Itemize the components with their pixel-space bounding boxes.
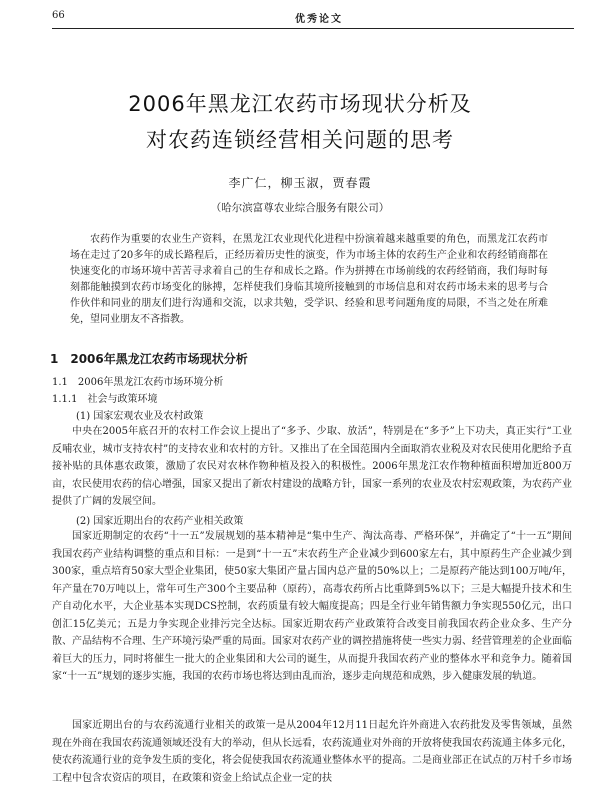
article-title-line-1: 2006年黑龙江农药市场现状分析及 xyxy=(128,92,472,116)
item-heading-1: (1) 国家宏观农业及农村政策 xyxy=(76,411,204,422)
running-header xyxy=(52,10,574,29)
section-heading-1: 1 2006年黑龙江农药市场现状分析 xyxy=(50,352,248,366)
abstract: 农药作为重要的农业生产资料，在黑龙江农业现代化进程中扮演着越来越重要的角色，而黑龙江农药市场在走过了20多年的成长路程后，正经历着历史性的演变，作为市场主体的农药生产企业和农药经销商都在快速变化的市场环境中苦苦寻求着自己的生存和成长之路。作为拼搏在市场前线的农药经销商，我们每时每刻都能触摸到农药市场变化的脉搏，怎样使我们身临其境所接触到的市场信息和对农药市场未来的思考与合作伙伴和同业的朋友们进行沟通和交流，以求共勉，受学识、经验和思考问题角度的局限，不当之处在所难免，望同业朋友不吝指教。 xyxy=(70,234,548,325)
authors: 李广仁，柳玉淑，贾春霞 xyxy=(228,176,372,190)
item-heading-2: (2) 国家近期出台的农药产业相关政策 xyxy=(76,516,244,527)
body-paragraph-3: 国家近期出台的与农药流通行业相关的政策一是从2004年12月11日起允许外商进入农药批发及零售领域，虽然现在外商在我国农药流通领域还没有大的举动，但从长远看，农药流通业对外商的开放将使我国农药流通主体多元化，使农药流通行业的竞争发生质的变化，将会促使我国农药流通业整体水平的提高。二是商业部正在试点的万村千乡市场工程中包含农资店的项目，在政策和资金上给试点企业一定的扶 xyxy=(52,720,572,784)
article-title-line-2: 对农药连锁经营相关问题的思考 xyxy=(146,128,454,152)
page-number: 66 xyxy=(52,10,65,21)
section-heading-1-1: 1.1 2006年黑龙江农药市场环境分析 xyxy=(52,377,224,388)
affiliation: （哈尔滨富尊农业综合服务有限公司） xyxy=(210,202,390,214)
section-heading-1-1-1: 1.1.1 社会与政策环境 xyxy=(52,394,158,405)
section-label: 优秀论文 xyxy=(295,14,343,25)
body-paragraph-1: 中央在2005年底召开的农村工作会议上提出了“多予、少取、放活”，特别是在“多予”上下功夫，真正实行“工业反哺农业，城市支持农村”的支持农业和农村的方针。又推出了在全国范围内全面取消农业税及对农民使用化肥给予直接补贴的具体惠农政策，激励了农民对农林作物种植及投入的积极性。2006年黑龙江农作物种植面积增加近800万亩，农民使用农药的信心增强，国家又提出了新农村建设的战略方针，国家一系列的农业及农村宏观政策，为农药产业提供了广阔的发展空间。 xyxy=(52,426,572,507)
body-paragraph-2: 国家近期制定的农药“十一五”发展规划的基本精神是“集中生产、淘汰高毒、严格环保”，并确定了“十一五”期间我国农药产业结构调整的重点和目标：一是到“十一五”末农药生产企业减少到600家左右，其中原药生产企业减少到300家，重点培育50家大型企业集团，使50家大集团产量占国内总产量的50%以上；二是原药产能达到100万吨/年，年产量在70万吨以上，常年可生产300个主要品种（原药），高毒农药所占比重降到5%以下；三是大幅提升技术和生产自动化水平，大企业基本实现DCS控制，农药质量有较大幅度提高；四是全行业年销售额力争实现550亿元，出口创汇15亿美元；五是力争实现企业排污完全达标。国家近期农药产业政策符合改变目前我国农药企业众多、生产分散、产品结构不合理、生产环境污染严重的局面。国家对农药产业的调控措施将使一些实力弱、经营管理差的企业面临着巨大的压力，同时将催生一批大的企业集团和大公司的诞生，从而提升我国农药产业的整体水平和竞争力。随着国家“十一五”规划的逐步实施，我国的农药市场也将达到由乱而治，逐步走向规范和成熟，步入健康发展的轨道。 xyxy=(52,531,572,682)
